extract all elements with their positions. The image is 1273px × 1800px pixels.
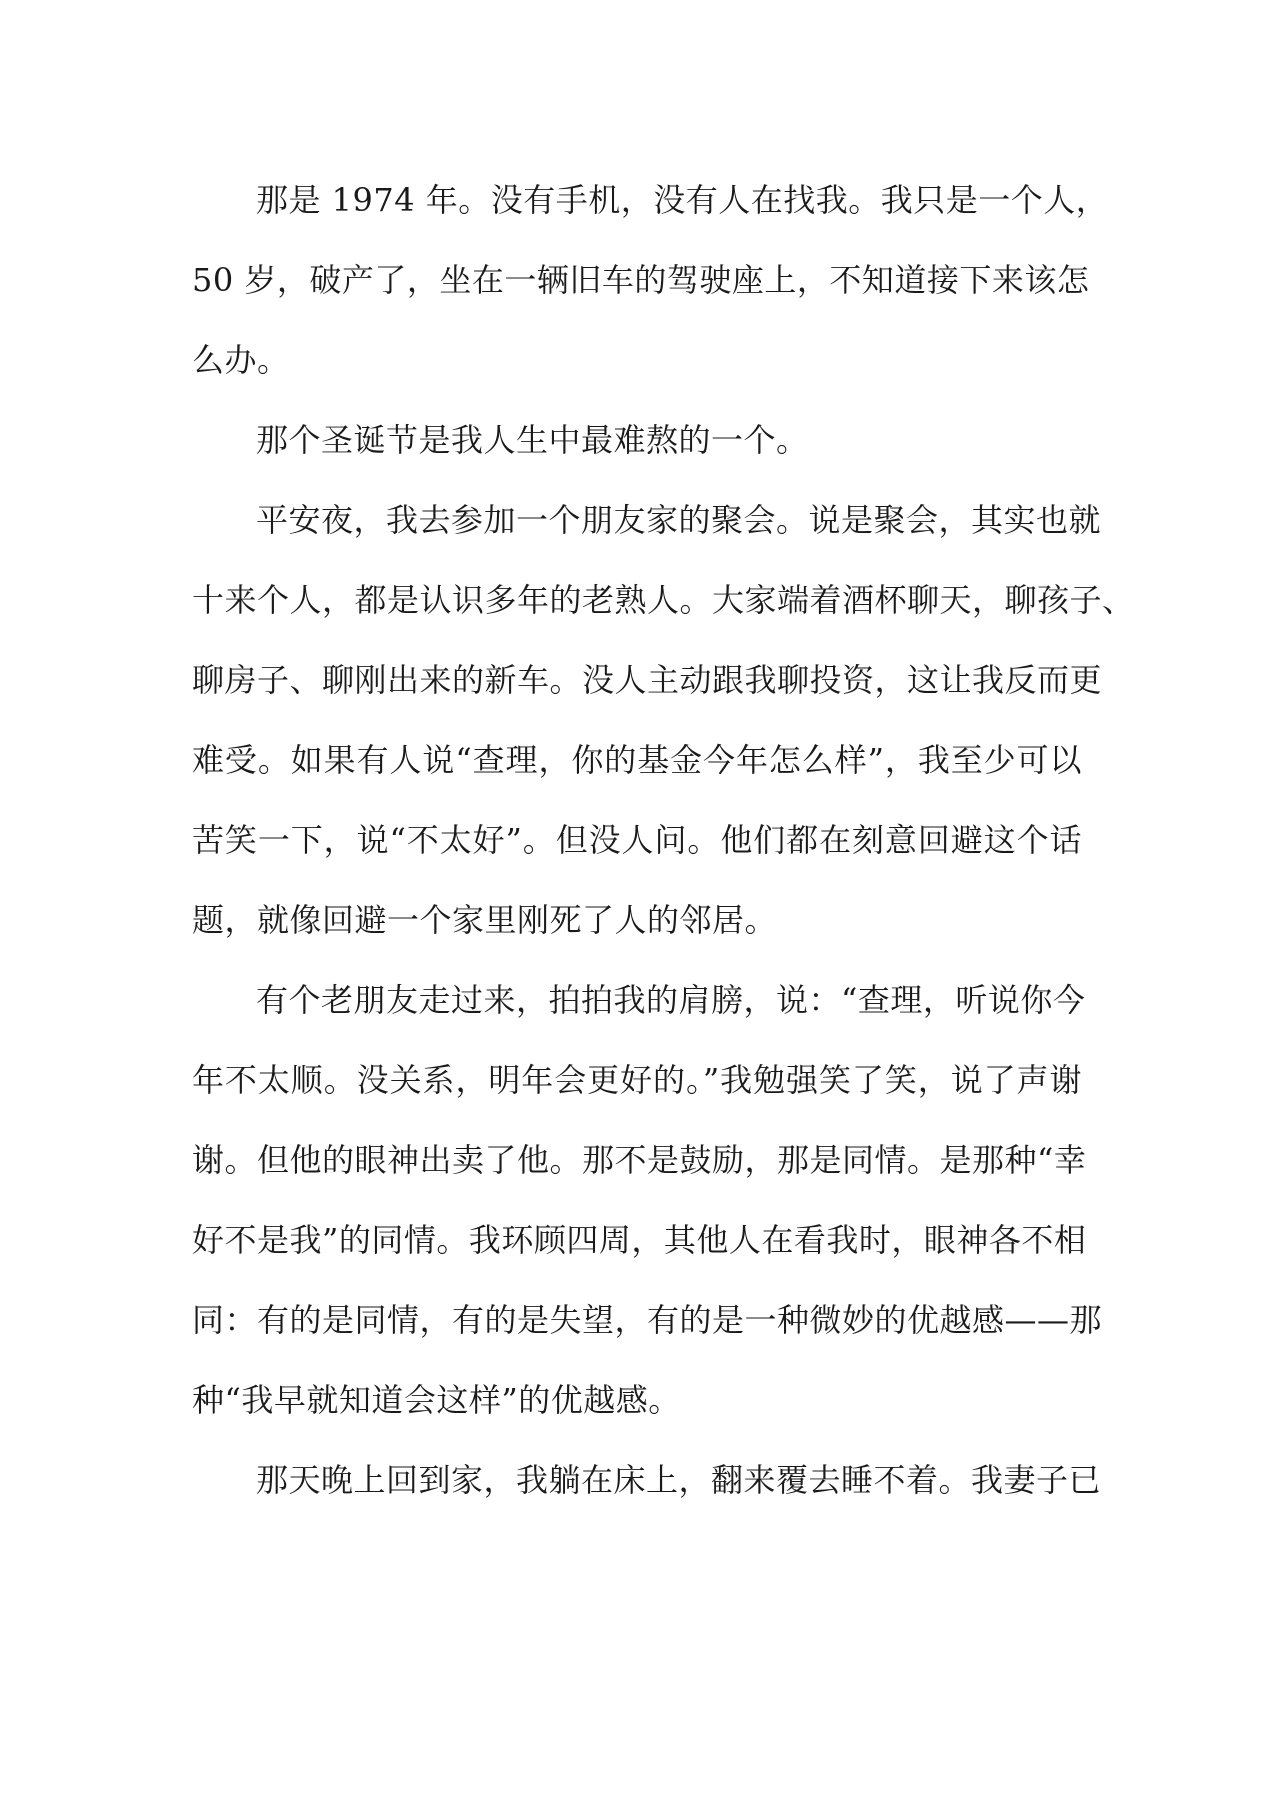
- text-line: 难受。如果有人说“查理，你的基金今年怎么样”，我至少可以: [192, 741, 1082, 779]
- text-line: 题，就像回避一个家里刚死了人的邻居。: [192, 901, 778, 939]
- text-line: 聊房子、聊刚出来的新车。没人主动跟我聊投资，这让我反而更: [192, 661, 1103, 699]
- text-line: 那是 1974 年。没有手机，没有人在找我。我只是一个人，: [256, 181, 1109, 219]
- text-line: 么办。: [192, 341, 290, 379]
- text-line: 同：有的是同情，有的是失望，有的是一种微妙的优越感——那: [192, 1301, 1103, 1339]
- document-body: [192, 160, 1135, 1520]
- paragraph: [192, 960, 1103, 1440]
- text-line: 有个老朋友走过来，拍拍我的肩膀，说：“查理，听说你今: [256, 981, 1086, 1019]
- paragraph: [192, 160, 1109, 400]
- paragraph: [192, 400, 1082, 480]
- text-line: 那天晚上回到家，我躺在床上，翻来覆去睡不着。我妻子已: [256, 1461, 1102, 1499]
- text-line: 苦笑一下，说“不太好”。但没人问。他们都在刻意回避这个话: [192, 821, 1082, 859]
- text-line: 好不是我”的同情。我环顾四周，其他人在看我时，眼神各不相: [192, 1221, 1087, 1259]
- paragraph: [192, 480, 1135, 960]
- text-line: 种“我早就知道会这样”的优越感。: [192, 1381, 681, 1419]
- text-line: 平安夜，我去参加一个朋友家的聚会。说是聚会，其实也就: [256, 501, 1102, 539]
- text-line: 那个圣诞节是我人生中最难熬的一个。: [256, 421, 809, 459]
- text-line: 十来个人，都是认识多年的老熟人。大家端着酒杯聊天，聊孩子、: [192, 581, 1135, 619]
- paragraph: [192, 1440, 1102, 1520]
- text-line: 年不太顺。没关系，明年会更好的。”我勉强笑了笑，说了声谢: [192, 1061, 1082, 1099]
- text-line: 谢。但他的眼神出卖了他。那不是鼓励，那是同情。是那种“幸: [192, 1141, 1087, 1179]
- text-line: 50 岁，破产了，坐在一辆旧车的驾驶座上，不知道接下来该怎: [192, 261, 1090, 299]
